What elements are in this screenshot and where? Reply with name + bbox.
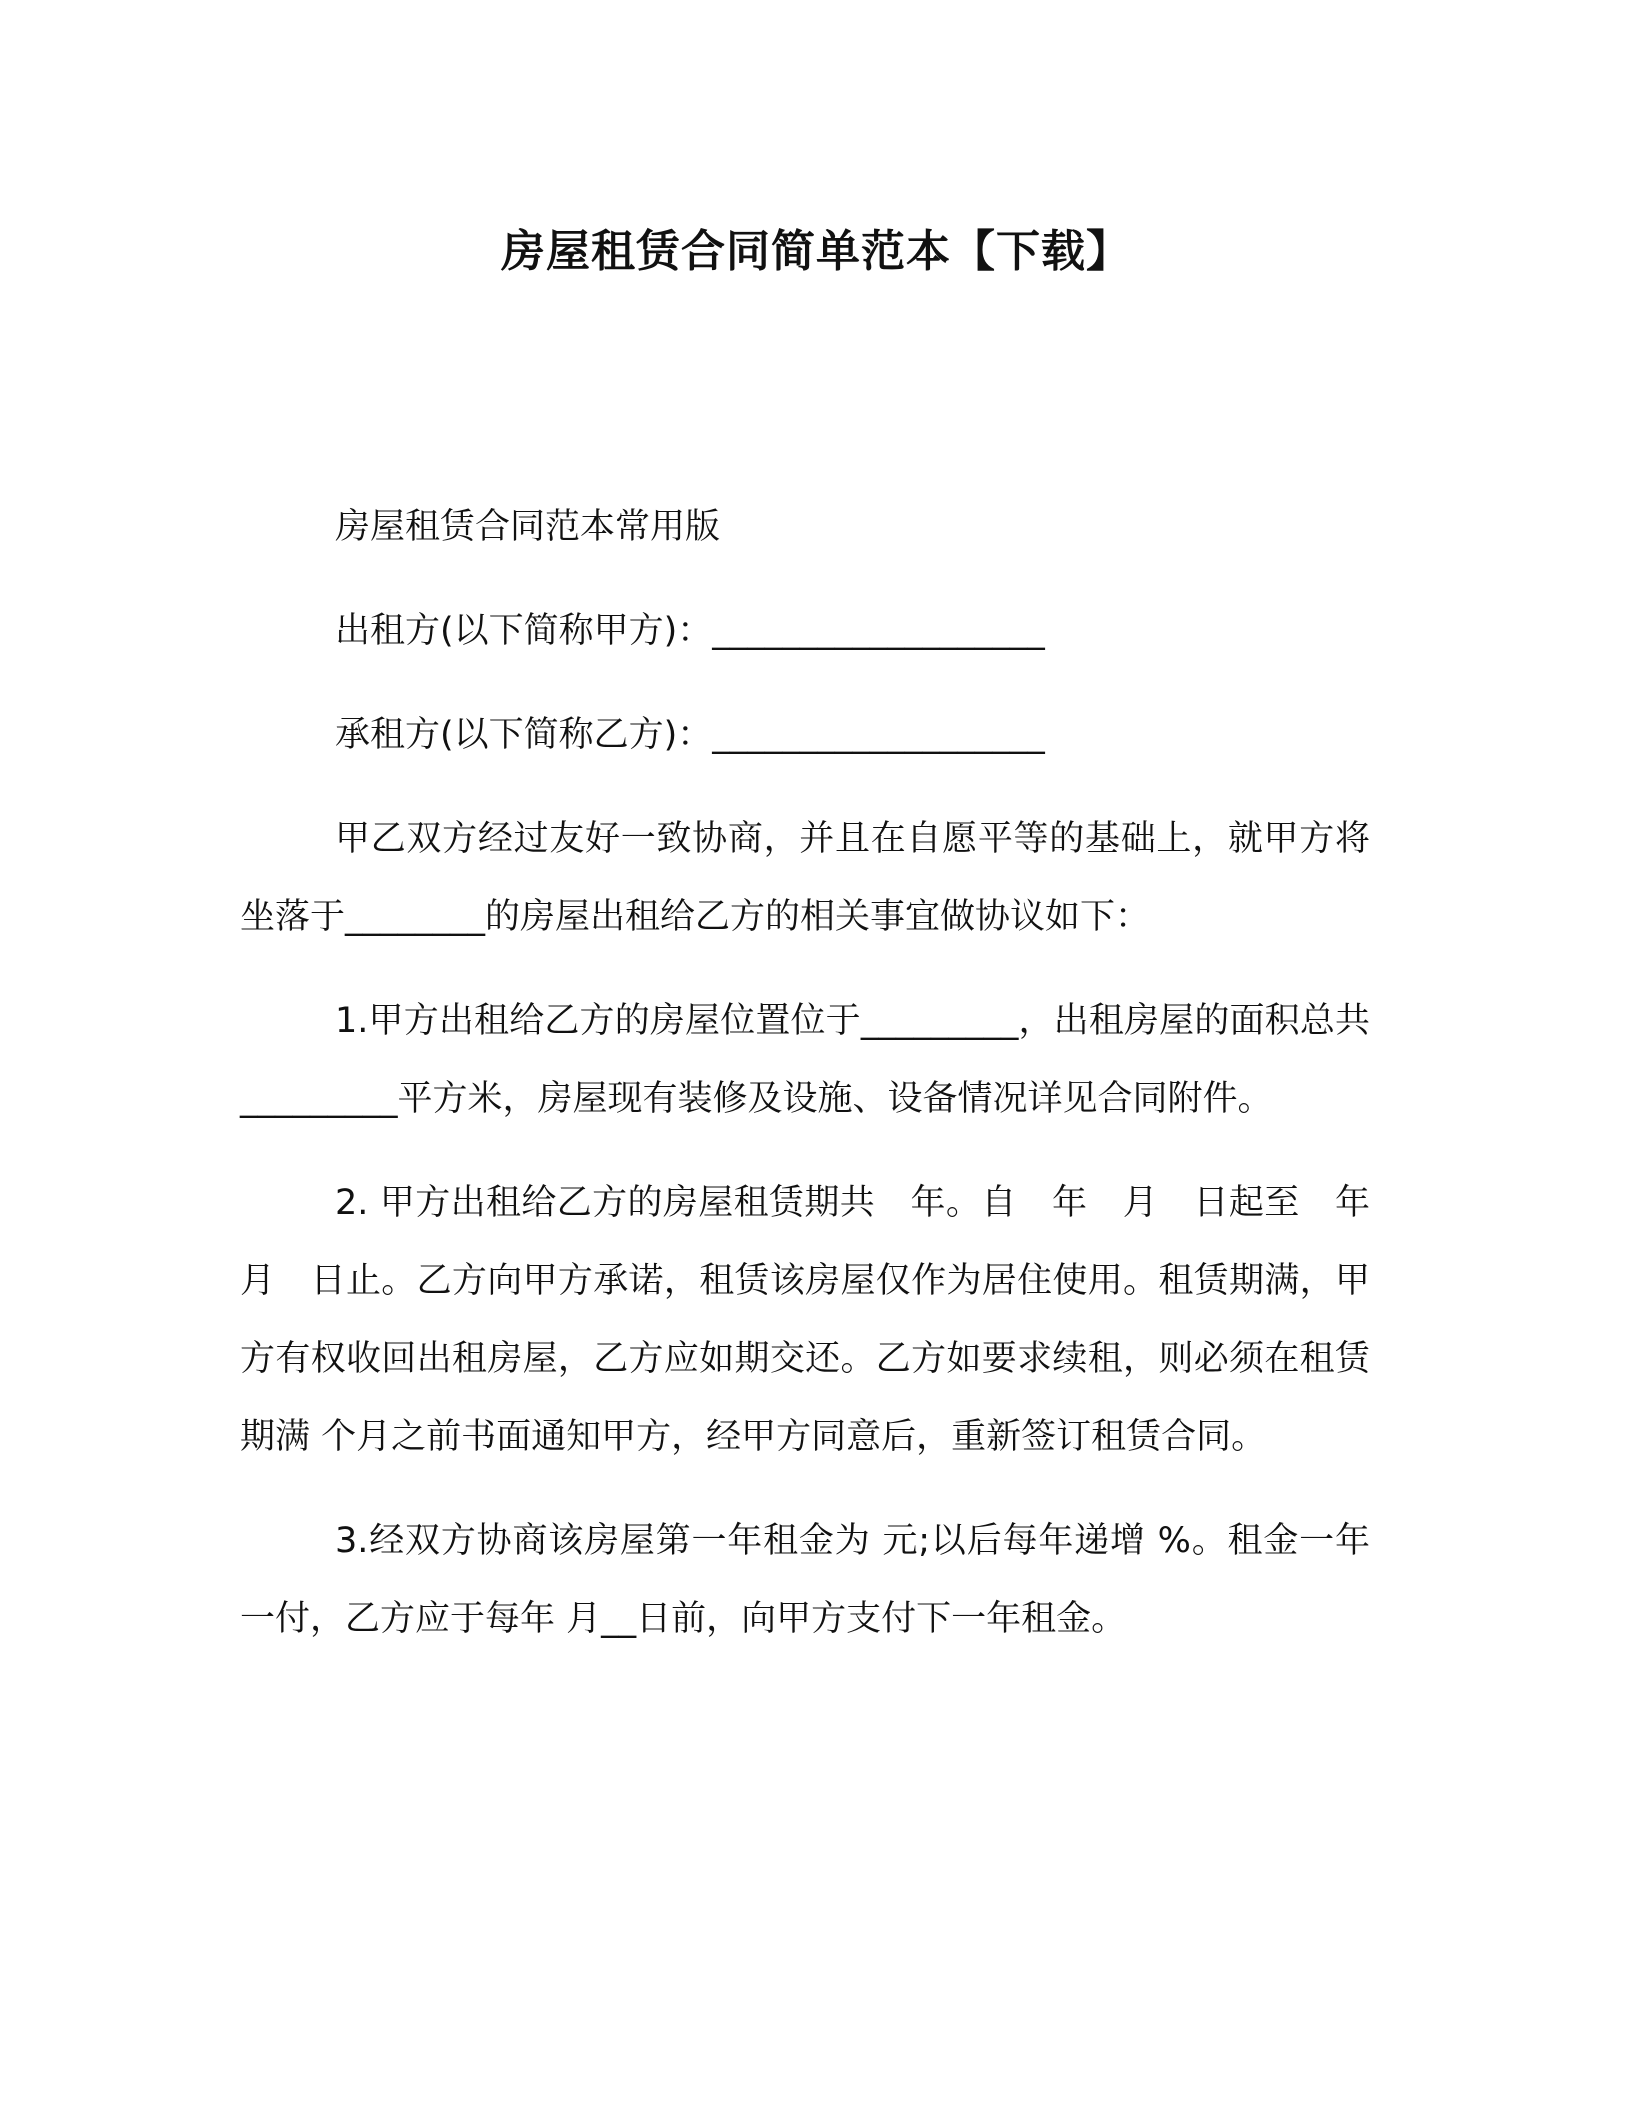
paragraph-intro: 甲乙双方经过友好一致协商，并且在自愿平等的基础上，就甲方将坐落于________的房屋出租给乙方的相关事宜做协议如下： <box>240 819 1370 937</box>
paragraph-subtitle: 房屋租赁合同范本常用版 <box>335 507 721 547</box>
paragraph-clause-3: 3.经双方协商该房屋第一年租金为 元;以后每年递增 %。租金一年一付，乙方应于每年 月__日前，向甲方支付下一年租金。 <box>240 1521 1370 1639</box>
paragraph-lessor: 出租方(以下简称甲方)：___________________ <box>335 611 1045 651</box>
paragraph-lessee: 承租方(以下简称乙方)：___________________ <box>335 715 1045 755</box>
document-body <box>240 488 1406 1684</box>
document-title: 房屋租赁合同简单范本【下载】 <box>501 226 1131 277</box>
paragraph-clause-1: 1.甲方出租给乙方的房屋位置位于_________，出租房屋的面积总共_________平方米，房屋现有装修及设施、设备情况详见合同附件。 <box>240 1001 1370 1119</box>
paragraph-clause-2: 2. 甲方出租给乙方的房屋租赁期共 年。自 年 月 日起至 年 月 日止。乙方向甲方承诺，租赁该房屋仅作为居住使用。租赁期满，甲方有权收回出租房屋，乙方应如期交还。乙方如要求续租，则必须在租赁期满 个月之前书面通知甲方，经甲方同意后，重新签订租赁合同。 <box>240 1183 1406 1457</box>
